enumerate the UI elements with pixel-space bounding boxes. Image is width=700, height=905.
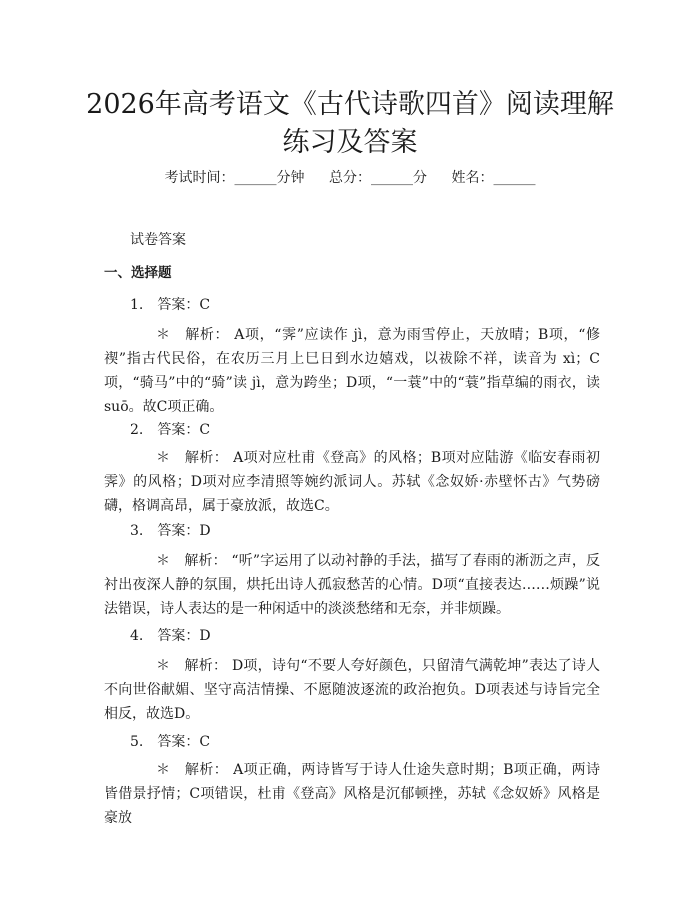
exam-score: 总分：______分 [329, 170, 427, 186]
explanation-3: ＊ 解析： “听”字运用了以动衬静的手法，描写了春雨的淅沥之声，反衬出夜深人静的氛围，烘托出诗人孤寂愁苦的心情。D项“直接表达……烦躁”说法错误，诗人表达的是一种闲适中的淡淡愁绪和无奈，并非烦躁。 [104, 553, 600, 617]
exam-time: 考试时间：______分钟 [164, 170, 305, 186]
explanation-4: ＊ 解析： D项，诗句“不要人夸好颜色，只留清气满乾坤”表达了诗人不向世俗献媚、坚守高洁情操、不愿随波逐流的政治抱负。D项表述与诗旨完全相反，故选D。 [104, 658, 600, 722]
section-heading: 一、选择题 [104, 265, 172, 281]
answer-5: 5. 答案：C [130, 734, 211, 750]
answer-3: 3. 答案：D [130, 523, 211, 539]
answers-heading: 试卷答案 [130, 232, 186, 248]
exam-name: 姓名：______ [451, 170, 536, 186]
title-line-2: 练习及答案 [282, 127, 418, 158]
document-title [70, 86, 630, 162]
explanation-5: ＊ 解析： A项正确，两诗皆写于诗人仕途失意时期；B项正确，两诗皆借景抒情；C项错误，杜甫《登高》风格是沉郁顿挫，苏轼《念奴娇》风格是豪放 [104, 762, 600, 826]
exam-meta [0, 168, 700, 188]
answer-4: 4. 答案：D [130, 628, 211, 644]
title-line-1: 2026年高考语文《古代诗歌四首》阅读理解 [86, 89, 614, 120]
answer-2: 2. 答案：C [130, 422, 211, 438]
answer-1: 1. 答案：C [130, 297, 211, 313]
explanation-2: ＊ 解析： A项对应杜甫《登高》的风格；B项对应陆游《临安春雨初霁》的风格；D项对应李清照等婉约派词人。苏轼《念奴娇·赤壁怀古》气势磅礴，格调高昂，属于豪放派，故选C。 [104, 450, 600, 514]
explanation-1: ＊ 解析： A项，“霁”应读作 jì，意为雨雪停止，天放晴；B项，“修禊”指古代民俗，在农历三月上巳日到水边嬉戏，以祓除不祥，读音为 xì；C项，“骑马”中的“骑”读 jì，意为跨坐；D项，“一蓑”中的“蓑”指草编的雨衣，读 suō。故C项正确。 [104, 327, 600, 415]
